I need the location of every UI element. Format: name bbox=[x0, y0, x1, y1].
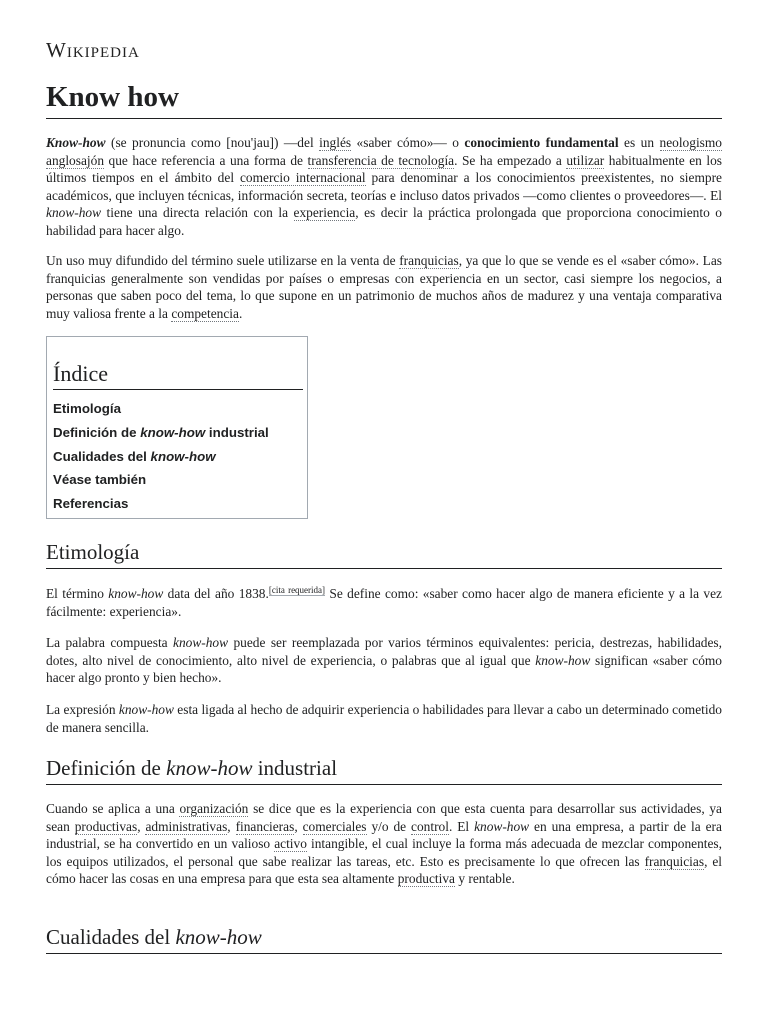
toc-item-emphasis: know-how bbox=[150, 448, 216, 464]
article-title: Know how bbox=[46, 80, 722, 119]
text: significan «saber cómo hacer algo pronto y bien hecho». bbox=[46, 652, 723, 685]
cita-requerida-link[interactable]: [cita requerida] bbox=[268, 584, 326, 595]
link-productiva[interactable]: productiva bbox=[397, 871, 455, 886]
link-productivas[interactable]: productivas bbox=[74, 818, 138, 834]
heading-cualidades bbox=[46, 924, 722, 954]
link-experiencia[interactable]: experiencia bbox=[293, 205, 356, 220]
toc-item-text: Referencias bbox=[53, 496, 129, 512]
text: (se pronuncia como [nou'jau]) —del bbox=[105, 135, 320, 150]
text: . bbox=[238, 305, 243, 321]
text: , bbox=[137, 818, 146, 834]
heading-text: Definición de bbox=[46, 756, 167, 780]
link-franquicias[interactable]: franquicias bbox=[399, 253, 459, 268]
text: La palabra compuesta bbox=[46, 635, 174, 650]
text: tiene una directa relación con la bbox=[101, 205, 294, 220]
text: , bbox=[227, 818, 236, 834]
text: La expresión bbox=[46, 702, 119, 717]
heading-text: Cualidades del bbox=[46, 925, 176, 949]
link-anglosajon[interactable]: anglosajón bbox=[46, 152, 105, 168]
text: Se define como: «saber como hacer algo de manera eficiente y a la vez fácilmente: experiencia». bbox=[46, 586, 723, 619]
link-transferencia-de-tecnologia[interactable]: transferencia de tecnología bbox=[307, 152, 455, 168]
heading-text: industrial bbox=[252, 756, 338, 780]
link-comerciales[interactable]: comerciales bbox=[302, 818, 367, 834]
text: puede ser reemplazada por varios términos equivalentes: pericia, destrezas, habilidades, dotes, alto nivel de conocimiento, alto nivel de experiencia, o palabras que al igual que bbox=[46, 635, 722, 668]
table-of-contents bbox=[46, 336, 308, 519]
text: , el cómo hacer las cosas en una empresa para que esta sea altamente bbox=[46, 853, 723, 886]
term-know-how: know-how bbox=[46, 205, 102, 220]
toc-item-text: Etimología bbox=[53, 401, 121, 416]
link-ingles[interactable]: inglés bbox=[319, 135, 352, 150]
text: . El bbox=[448, 818, 475, 834]
toc-item-etimologia[interactable] bbox=[53, 397, 269, 421]
toc-item-text: Cualidades del bbox=[53, 448, 151, 464]
term-know-how: know-how bbox=[535, 652, 591, 668]
heading-emphasis: know-how bbox=[166, 756, 253, 780]
link-utilizar[interactable]: utilizar bbox=[566, 152, 605, 168]
text: y rentable. bbox=[454, 871, 515, 886]
term-know-how: know-how bbox=[173, 635, 229, 650]
text: . Se ha empezado a bbox=[454, 152, 567, 168]
toc-item-text: industrial bbox=[205, 424, 269, 440]
text: es un bbox=[618, 135, 660, 150]
link-franquicias-2[interactable]: franquicias bbox=[644, 853, 705, 869]
intro-section-2 bbox=[46, 252, 722, 322]
link-financieras[interactable]: financieras bbox=[235, 818, 295, 834]
toc-item-referencias[interactable] bbox=[53, 492, 269, 516]
heading-definicion bbox=[46, 755, 722, 785]
etimologia-paragraph-3-block bbox=[46, 701, 722, 736]
text: , ya que lo que se vende es el «saber cómo». Las franquicias generalmente son vendidas por países o empresas con experiencia en un sector, casi siempre los negocios, a personas que saben poco del tema, lo que supone en un patrimonio de muchos años de madurez y una ventaja comparativa muy valiosa frente a la bbox=[46, 253, 722, 321]
text: Cuando se aplica a una bbox=[46, 801, 180, 816]
link-comercio-internacional[interactable]: comercio internacional bbox=[239, 170, 366, 185]
etimologia-paragraph-1-block bbox=[46, 585, 722, 620]
intro-section bbox=[46, 134, 722, 239]
text: intangible, el cual incluye la forma más adecuada de mezclar componentes, los equipos utilizados, el personal que sabe realizar las tareas, etc. Esto es precisamente lo que ofrecen las bbox=[46, 836, 722, 869]
toc-list bbox=[53, 397, 269, 516]
text: Un uso muy difundido del término suele utilizarse en la venta de bbox=[46, 253, 400, 268]
etimologia-paragraph-2-block bbox=[46, 634, 722, 687]
link-control[interactable]: control bbox=[411, 818, 449, 834]
citation-needed bbox=[269, 585, 325, 596]
text: , bbox=[294, 818, 303, 834]
link-neologismo[interactable]: neologismo bbox=[659, 135, 722, 150]
text: data del año 1838. bbox=[163, 586, 269, 601]
text: esta ligada al hecho de adquirir experiencia o habilidades para llevar a cabo un determinado cometido de manera sencilla. bbox=[46, 702, 722, 735]
toc-item-text: Definición de bbox=[53, 424, 141, 440]
text: se dice que es la experiencia con que esta cuenta para desarrollar sus actividades, ya sean bbox=[46, 801, 722, 834]
toc-item-cualidades[interactable] bbox=[53, 445, 269, 469]
text: El término bbox=[46, 586, 109, 601]
term-know-how: Know-how bbox=[46, 135, 106, 150]
toc-item-definicion[interactable] bbox=[53, 421, 269, 445]
text: habitualmente en los últimos tiempos en el ámbito del bbox=[46, 152, 722, 185]
definicion-paragraph-1 bbox=[46, 800, 722, 888]
term-know-how: know-how bbox=[474, 818, 530, 834]
text: en una empresa, a partir de la era industrial, se ha convertido en un valioso bbox=[46, 818, 722, 851]
toc-title: Índice bbox=[53, 361, 303, 390]
definicion-paragraph-block bbox=[46, 800, 722, 888]
term-know-how: know-how bbox=[108, 586, 164, 601]
etimologia-paragraph-2 bbox=[46, 634, 722, 687]
text: que hace referencia a una forma de bbox=[104, 152, 308, 168]
term-conocimiento-fundamental: conocimiento fundamental bbox=[464, 135, 619, 150]
toc-item-text: Véase también bbox=[53, 472, 147, 488]
etimologia-paragraph-3 bbox=[46, 701, 722, 736]
intro-paragraph-2 bbox=[46, 252, 722, 322]
toc-item-vease-tambien[interactable] bbox=[53, 468, 269, 492]
link-administrativas[interactable]: administrativas bbox=[145, 818, 228, 834]
term-know-how: know-how bbox=[118, 702, 174, 717]
text: y/o de bbox=[366, 818, 412, 834]
etimologia-paragraph-1 bbox=[46, 585, 722, 620]
link-organizacion[interactable]: organización bbox=[179, 801, 249, 816]
text: , es decir la práctica prolongada que proporciona conocimiento o habilidad para hacer algo. bbox=[46, 205, 722, 238]
wikipedia-logo[interactable]: Wikipedia bbox=[46, 38, 140, 62]
heading-emphasis: know-how bbox=[175, 925, 262, 949]
toc-item-emphasis: know-how bbox=[140, 424, 206, 440]
text: para denominar a los conocimientos preexistentes, no siempre académicos, que incluyen técnicas, información secreta, teorías e incluso datos privados —como clientes o proveedores—. El bbox=[46, 170, 722, 203]
link-activo[interactable]: activo bbox=[274, 836, 307, 851]
link-competencia[interactable]: competencia bbox=[171, 305, 239, 321]
heading-etimologia: Etimología bbox=[46, 539, 722, 569]
text: «saber cómo»— o bbox=[351, 135, 465, 150]
intro-paragraph-1 bbox=[46, 134, 722, 239]
